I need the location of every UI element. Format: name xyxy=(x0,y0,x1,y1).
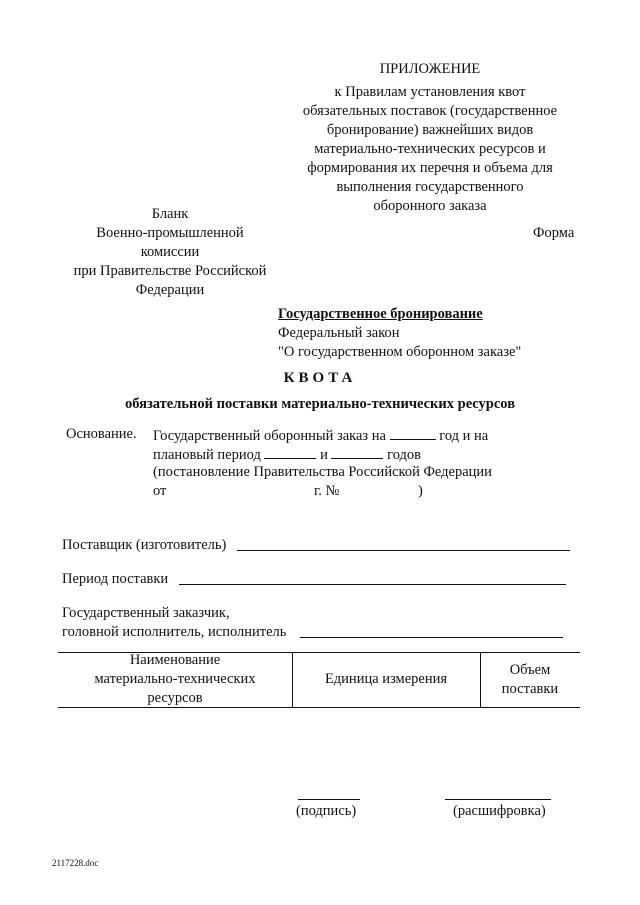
letterhead-line: при Правительстве Российской xyxy=(73,263,267,279)
appendix-line: формирования их перечня и объема для xyxy=(307,160,553,176)
basis-number-label: г. № xyxy=(314,483,340,499)
letterhead-line: Военно-промышленной xyxy=(96,225,244,241)
reservation-title: Государственное бронирование xyxy=(278,306,483,322)
signature-decode-label: (расшифровка) xyxy=(453,803,546,819)
appendix-title: ПРИЛОЖЕНИЕ xyxy=(379,61,481,77)
basis-close-paren: ) xyxy=(418,483,423,499)
appendix-line: материально-технических ресурсов и xyxy=(314,141,546,157)
quota-subtitle: обязательной поставки материально-технических ресурсов xyxy=(124,396,516,412)
table-header-text: Объем xyxy=(509,661,551,678)
appendix-line: к Правилам установления квот xyxy=(334,84,526,100)
basis-text: год и на xyxy=(439,428,489,444)
supplier-label: Поставщик (изготовитель) xyxy=(62,537,227,553)
letterhead-line: Бланк xyxy=(151,206,189,222)
appendix-line: оборонного заказа xyxy=(373,198,487,214)
basis-line1 xyxy=(153,425,488,446)
appendix-line: бронирование) важнейших видов xyxy=(326,122,534,138)
planned-year-from-field[interactable] xyxy=(264,444,316,459)
reservation-law-line1: Федеральный закон xyxy=(278,325,400,341)
table-header-text: материально-технических xyxy=(94,671,256,687)
basis-text: и xyxy=(320,447,328,463)
reservation-law-line2: "О государственном оборонном заказе" xyxy=(278,344,522,360)
customer-label-line2: головной исполнитель, исполнитель xyxy=(62,624,287,640)
period-field[interactable] xyxy=(179,584,566,585)
table-header-unit xyxy=(292,652,480,707)
signature-decode-field[interactable] xyxy=(445,799,551,800)
period-label: Период поставки xyxy=(62,571,169,587)
basis-text: Государственный оборонный заказ на xyxy=(153,428,386,444)
table-header-text: Единица измерения xyxy=(324,671,448,687)
planned-year-to-field[interactable] xyxy=(331,444,383,459)
basis-line3: (постановление Правительства Российской Федерации xyxy=(153,464,492,480)
customer-field[interactable] xyxy=(300,637,563,638)
doc-id: 2117228.doc xyxy=(52,858,99,868)
form-label: Форма xyxy=(533,225,575,241)
customer-label-line1: Государственный заказчик, xyxy=(62,605,230,621)
quota-title: КВОТА xyxy=(283,370,357,386)
year-field[interactable] xyxy=(390,425,436,440)
letterhead-line: комиссии xyxy=(140,244,200,260)
table-bottom-border xyxy=(58,707,580,708)
table-header-name xyxy=(58,652,292,707)
appendix-line: обязательных поставок (государственное xyxy=(302,103,558,119)
table-header-volume xyxy=(480,652,580,707)
supplier-field[interactable] xyxy=(237,550,570,551)
basis-line2 xyxy=(153,444,421,465)
letterhead-line: Федерации xyxy=(135,282,205,298)
signature-label: (подпись) xyxy=(296,803,357,819)
basis-text: плановый период xyxy=(153,447,261,463)
signature-field[interactable] xyxy=(298,799,360,800)
basis-label: Основание. xyxy=(66,426,137,442)
basis-text: годов xyxy=(387,447,422,463)
table-header-text: ресурсов xyxy=(147,690,203,706)
table-header-text: поставки xyxy=(501,680,559,697)
basis-date-label: от xyxy=(153,483,167,499)
appendix-line: выполнения государственного xyxy=(336,179,524,195)
table-header-text: Наименование xyxy=(129,652,221,668)
